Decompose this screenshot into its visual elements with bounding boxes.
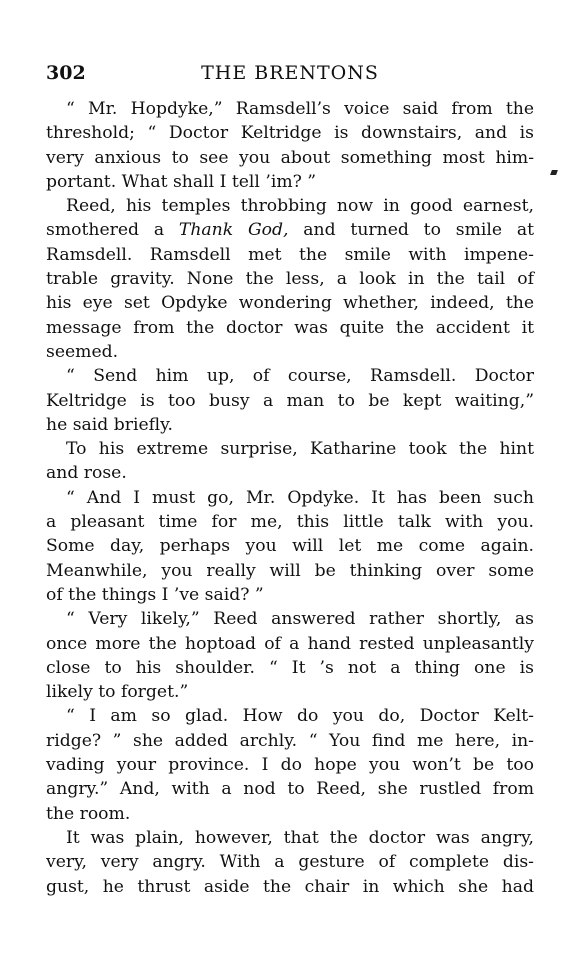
text-line: “ Mr. Hopdyke,” Ramsdell’s voice said from the xyxy=(66,99,534,119)
text-line: Reed, his temples throbbing now in good earnest, xyxy=(66,196,534,217)
text-line: seemed. xyxy=(46,341,119,362)
text-line: message from the doctor was quite the accident it xyxy=(46,317,534,338)
text-line: close to his shoulder. “ It ’s not a thing one is xyxy=(46,657,534,678)
text-line: “ I am so glad. How do you do, Doctor Kelt- xyxy=(66,706,534,727)
text-line: threshold; “ Doctor Keltridge is downstairs, and is xyxy=(46,123,534,144)
italic-phrase: Thank God, xyxy=(178,220,289,241)
text-line: “ Very likely,” Reed answered rather shortly, as xyxy=(66,609,534,630)
text-line: his eye set Opdyke wondering whether, indeed, the xyxy=(46,293,534,314)
running-title: THE BRENTONS xyxy=(201,62,379,84)
text-line: he said briefly. xyxy=(46,414,173,435)
text-line: ridge? ” she added archly. “ You find me here, in- xyxy=(46,730,534,751)
text-line: portant. What shall I tell ’im? ” xyxy=(46,171,317,192)
text-line: “ And I must go, Mr. Opdyke. It has been such xyxy=(66,487,534,508)
text-line: Ramsdell. Ramsdell met the smile with impene- xyxy=(46,244,534,265)
text-line: very, very angry. With a gesture of complete dis- xyxy=(46,852,534,873)
text-line: To his extreme surprise, Katharine took the hint xyxy=(66,439,534,460)
margin-mark xyxy=(550,170,558,175)
text-line: angry.” And, with a nod to Reed, she rustled from xyxy=(46,779,534,800)
text-line: of the things I ’ve said? ” xyxy=(46,584,264,605)
text-line: smothered a Thank God, and turned to smile at xyxy=(46,220,534,241)
text-line: vading your province. I do hope you won’t be too xyxy=(46,755,534,776)
text-line: It was plain, however, that the doctor was angry, xyxy=(66,827,534,848)
text-line: once more the hoptoad of a hand rested unpleasantly xyxy=(46,633,534,654)
page-header xyxy=(46,60,534,86)
text-line: and rose. xyxy=(46,463,127,484)
text-line: trable gravity. None the less, a look in the tail of xyxy=(46,269,534,290)
text-line: a pleasant time for me, this little talk with you. xyxy=(46,512,534,533)
body-text xyxy=(46,97,534,899)
text-line: Meanwhile, you really will be thinking over some xyxy=(46,560,534,581)
text-line: the room. xyxy=(46,803,131,824)
text-line: very anxious to see you about something most him- xyxy=(46,147,534,168)
text-line: Some day, perhaps you will let me come again. xyxy=(46,536,534,557)
text-line: likely to forget.” xyxy=(46,682,189,703)
text-line: “ Send him up, of course, Ramsdell. Doctor xyxy=(66,366,534,387)
page-number: 302 xyxy=(46,62,86,84)
text-line: Keltridge is too busy a man to be kept waiting,” xyxy=(46,390,534,411)
text-line: gust, he thrust aside the chair in which she had xyxy=(46,876,534,897)
